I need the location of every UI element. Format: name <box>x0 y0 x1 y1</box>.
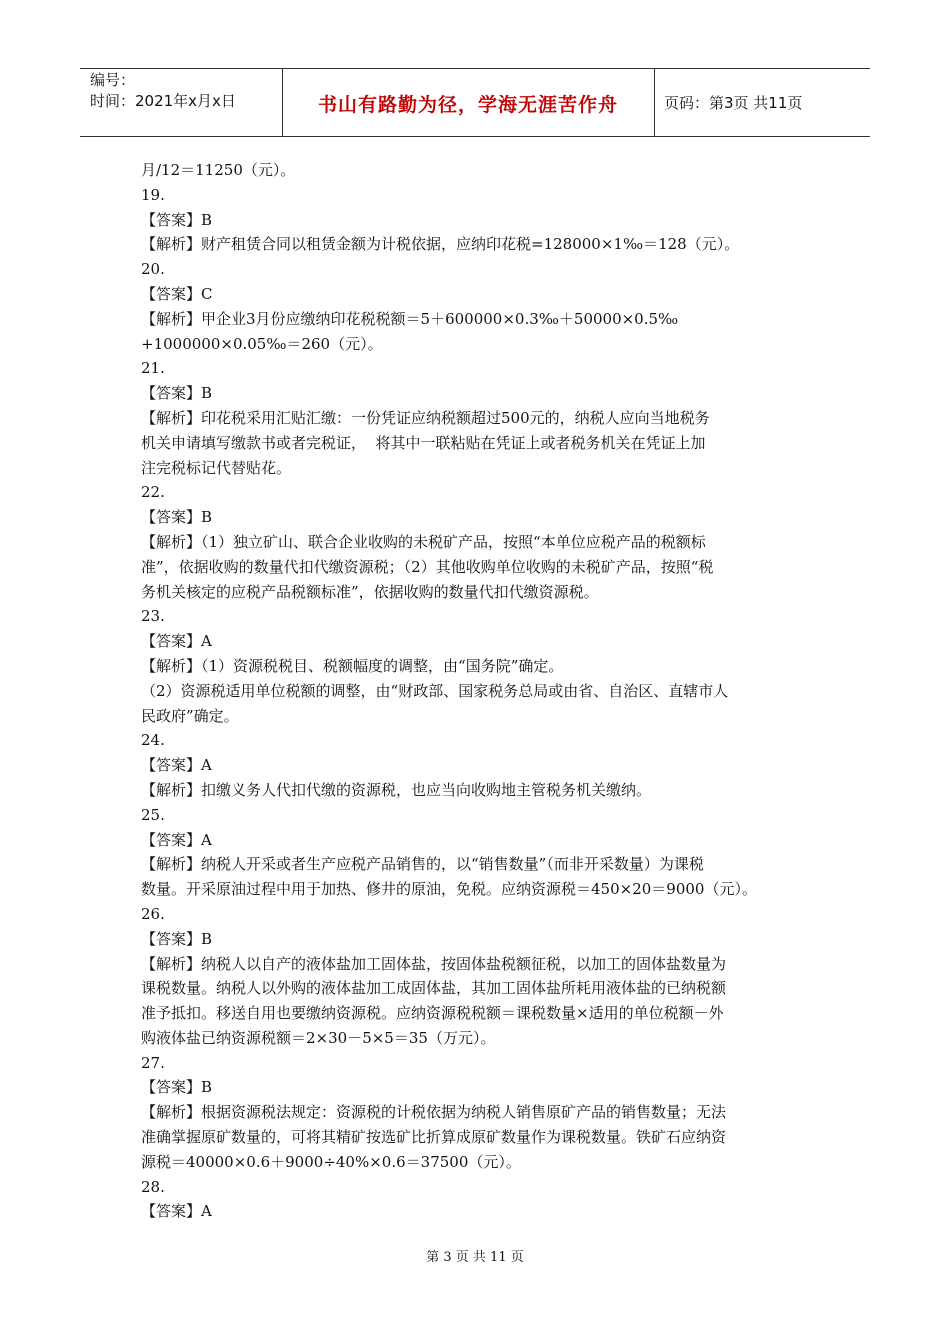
body-line: 【答案】C <box>141 284 213 303</box>
header-bottom-rule <box>80 136 870 137</box>
body-line: 月/12＝11250（元）。 <box>141 161 296 179</box>
body-line: 民政府”确定。 <box>141 706 239 725</box>
header-meta <box>90 70 236 112</box>
body-line: 机关申请填写缴款书或者完税证， 将其中一联粘贴在凭证上或者税务机关在凭证上加 <box>141 433 706 452</box>
body-line: 25. <box>141 805 165 824</box>
document-body <box>141 158 811 1224</box>
body-line: 【解析】扣缴义务人代扣代缴的资源税，也应当向收购地主管税务机关缴纳。 <box>141 780 652 799</box>
body-line: 准予抵扣。移送自用也要缴纳资源税。应纳资源税税额＝课税数量×适用的单位税额－外 <box>141 1004 724 1023</box>
body-line: 务机关核定的应税产品税额标准”，依据收购的数量代扣代缴资源税。 <box>141 582 599 601</box>
body-line: 【解析】纳税人以自产的液体盐加工固体盐，按固体盐税额征税，以加工的固体盐数量为 <box>141 954 727 973</box>
doc-code-label: 编号： <box>90 71 136 89</box>
body-line: +1000000×0.05‰＝260（元）。 <box>141 334 383 353</box>
body-line: 22. <box>141 483 165 502</box>
body-line: 【解析】印花税采用汇贴汇缴：一份凭证应纳税额超过500元的，纳税人应向当地税务 <box>141 408 710 427</box>
body-line: 【答案】A <box>141 632 212 651</box>
body-line: 21. <box>141 359 165 378</box>
body-line: 【答案】B <box>141 508 213 527</box>
body-line: 【答案】B <box>141 1078 213 1097</box>
header-divider-right <box>654 68 655 136</box>
body-line: 24. <box>141 731 165 750</box>
page-footer: 第 3 页 共 11 页 <box>426 1250 524 1265</box>
body-line: 注完税标记代替贴花。 <box>141 458 292 477</box>
body-line: 【解析】甲企业3月份应缴纳印花税税额＝5＋600000×0.3‰＋50000×0.5‰ <box>141 309 679 328</box>
body-line: （2）资源税适用单位税额的调整，由“财政部、国家税务总局或由省、自治区、直辖市人 <box>141 681 729 700</box>
body-line: 源税＝40000×0.6＋9000÷40%×0.6＝37500（元）。 <box>141 1152 521 1171</box>
body-line: 26. <box>141 904 165 923</box>
body-line: 数量。开采原油过程中用于加热、修井的原油，免税。应纳资源税＝450×20＝9000（元）。 <box>141 880 757 899</box>
body-line: 课税数量。纳税人以外购的液体盐加工成固体盐，其加工固体盐所耗用液体盐的已纳税额 <box>141 979 727 998</box>
body-line: 20. <box>141 260 165 279</box>
body-line: 23. <box>141 607 165 626</box>
body-line: 28. <box>141 1177 165 1196</box>
body-line: 27. <box>141 1053 165 1072</box>
doc-date-label: 时间：2021年x月x日 <box>90 92 236 110</box>
body-line: 【答案】A <box>141 756 212 775</box>
body-line: 19. <box>141 185 165 204</box>
body-line: 准确掌握原矿数量的，可将其精矿按选矿比折算成原矿数量作为课税数量。铁矿石应纳资 <box>141 1128 727 1147</box>
body-line: 【解析】纳税人开采或者生产应税产品销售的，以“销售数量”（而非开采数量）为课税 <box>141 855 704 874</box>
body-line: 【答案】B <box>141 929 213 948</box>
body-line: 【答案】A <box>141 1202 212 1221</box>
header-top-rule <box>80 68 870 69</box>
body-line: 【答案】B <box>141 210 213 229</box>
body-line: 【解析】根据资源税法规定：资源税的计税依据为纳税人销售原矿产品的销售数量；无法 <box>141 1103 727 1122</box>
body-line: 【解析】（1）独立矿山、联合企业收购的未税矿产品，按照“本单位应税产品的税额标 <box>141 532 706 551</box>
body-line: 【解析】财产租赁合同以租赁金额为计税依据，应纳印花税=128000×1‰＝128（元）。 <box>141 235 740 254</box>
body-line: 【解析】（1）资源税税目、税额幅度的调整，由“国务院”确定。 <box>141 656 564 675</box>
body-line: 【答案】B <box>141 384 213 403</box>
header-page-info: 页码：第3页 共11页 <box>664 94 803 112</box>
header-motto: 书山有路勤为径，学海无涯苦作舟 <box>317 94 618 116</box>
body-line: 购液体盐已纳资源税额＝2×30－5×5＝35（万元）。 <box>141 1028 496 1047</box>
body-line: 准”，依据收购的数量代扣代缴资源税；（2）其他收购单位收购的未税矿产品，按照“税 <box>141 557 714 576</box>
body-line: 【答案】A <box>141 830 212 849</box>
